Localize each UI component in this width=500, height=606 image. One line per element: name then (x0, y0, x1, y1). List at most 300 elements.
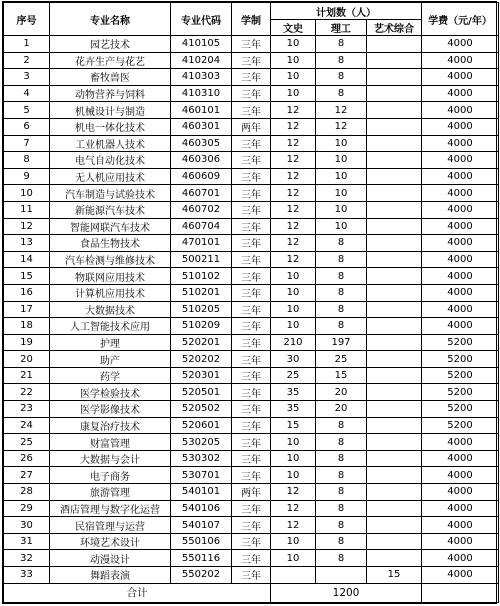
cell-ligong: 8 (316, 301, 367, 318)
cell-no: 8 (4, 152, 50, 169)
cell-name: 酒店管理与数字化运营 (50, 500, 171, 517)
table-row (4, 284, 499, 301)
cell-wenshi: 10 (271, 69, 316, 86)
cell-name: 舞蹈表演 (50, 567, 171, 584)
cell-no: 27 (4, 467, 50, 484)
cell-code: 460306 (171, 152, 232, 169)
cell-duration: 三年 (232, 401, 271, 418)
cell-fee: 4000 (422, 550, 499, 567)
table-row (4, 500, 499, 517)
cell-yishu (367, 185, 422, 202)
header-ligong: 理工 (316, 20, 367, 36)
cell-duration: 三年 (232, 152, 271, 169)
cell-duration: 三年 (232, 517, 271, 534)
table-row (4, 301, 499, 318)
cell-yishu (367, 118, 422, 135)
cell-fee: 5200 (422, 384, 499, 401)
cell-wenshi: 35 (271, 401, 316, 418)
cell-duration: 三年 (232, 550, 271, 567)
cell-name: 智能网联汽车技术 (50, 218, 171, 235)
cell-fee: 5200 (422, 351, 499, 368)
cell-duration: 三年 (232, 450, 271, 467)
table-row (4, 152, 499, 169)
cell-ligong: 8 (316, 484, 367, 501)
cell-no: 6 (4, 118, 50, 135)
total-label: 合计 (4, 583, 271, 602)
table-row (4, 417, 499, 434)
cell-name: 助产 (50, 351, 171, 368)
cell-fee: 4000 (422, 102, 499, 119)
cell-duration: 三年 (232, 301, 271, 318)
cell-code: 460101 (171, 102, 232, 119)
cell-code: 550202 (171, 567, 232, 584)
header-fee: 学费（元/年） (422, 3, 499, 36)
table-row (4, 85, 499, 102)
cell-ligong: 8 (316, 467, 367, 484)
cell-name: 医学检验技术 (50, 384, 171, 401)
cell-duration: 三年 (232, 251, 271, 268)
cell-code: 520201 (171, 334, 232, 351)
cell-name: 机械设计与制造 (50, 102, 171, 119)
cell-code: 460702 (171, 201, 232, 218)
cell-wenshi: 12 (271, 251, 316, 268)
cell-duration: 三年 (232, 102, 271, 119)
cell-code: 530302 (171, 450, 232, 467)
cell-no: 22 (4, 384, 50, 401)
cell-yishu (367, 351, 422, 368)
cell-ligong: 197 (316, 334, 367, 351)
cell-no: 12 (4, 218, 50, 235)
cell-fee: 4000 (422, 434, 499, 451)
cell-fee: 4000 (422, 251, 499, 268)
cell-name: 护理 (50, 334, 171, 351)
cell-ligong: 8 (316, 235, 367, 252)
cell-ligong: 8 (316, 69, 367, 86)
cell-code: 540106 (171, 500, 232, 517)
cell-name: 医学影像技术 (50, 401, 171, 418)
cell-fee: 4000 (422, 268, 499, 285)
cell-fee: 4000 (422, 85, 499, 102)
table-row (4, 567, 499, 584)
cell-wenshi: 10 (271, 284, 316, 301)
table-row (4, 218, 499, 235)
cell-ligong: 10 (316, 185, 367, 202)
cell-yishu (367, 401, 422, 418)
cell-duration: 三年 (232, 467, 271, 484)
cell-code: 520501 (171, 384, 232, 401)
cell-no: 9 (4, 168, 50, 185)
cell-no: 25 (4, 434, 50, 451)
cell-code: 550106 (171, 533, 232, 550)
cell-duration: 三年 (232, 318, 271, 335)
cell-duration: 三年 (232, 500, 271, 517)
cell-ligong: 8 (316, 251, 367, 268)
cell-code: 520301 (171, 367, 232, 384)
cell-fee: 4000 (422, 533, 499, 550)
cell-code: 510209 (171, 318, 232, 335)
cell-yishu (367, 135, 422, 152)
cell-yishu (367, 367, 422, 384)
cell-no: 7 (4, 135, 50, 152)
cell-code: 520601 (171, 417, 232, 434)
cell-duration: 三年 (232, 52, 271, 69)
cell-ligong: 8 (316, 284, 367, 301)
cell-name: 大数据技术 (50, 301, 171, 318)
cell-ligong: 10 (316, 201, 367, 218)
total-fee (422, 583, 499, 602)
table-row (4, 401, 499, 418)
cell-name: 动物营养与饲料 (50, 85, 171, 102)
cell-no: 30 (4, 517, 50, 534)
cell-duration: 三年 (232, 367, 271, 384)
cell-wenshi: 12 (271, 135, 316, 152)
cell-duration: 三年 (232, 434, 271, 451)
cell-yishu (367, 301, 422, 318)
cell-ligong: 8 (316, 52, 367, 69)
cell-fee: 4000 (422, 235, 499, 252)
enrollment-plan-document (2, 1, 497, 604)
cell-duration: 三年 (232, 36, 271, 53)
header-plan: 计划数（人） (271, 3, 422, 20)
cell-name: 民宿管理与运营 (50, 517, 171, 534)
table-row (4, 235, 499, 252)
table-row (4, 467, 499, 484)
cell-yishu (367, 85, 422, 102)
cell-code: 410303 (171, 69, 232, 86)
cell-no: 1 (4, 36, 50, 53)
cell-name: 电气自动化技术 (50, 152, 171, 169)
cell-code: 410204 (171, 52, 232, 69)
cell-name: 食品生物技术 (50, 235, 171, 252)
cell-yishu (367, 500, 422, 517)
cell-name: 汽车制造与试验技术 (50, 185, 171, 202)
cell-duration: 三年 (232, 351, 271, 368)
cell-wenshi: 10 (271, 268, 316, 285)
cell-name: 工业机器人技术 (50, 135, 171, 152)
total-row (4, 583, 499, 602)
cell-fee: 4000 (422, 118, 499, 135)
cell-fee: 4000 (422, 301, 499, 318)
cell-wenshi: 10 (271, 301, 316, 318)
table-body (4, 36, 499, 584)
cell-code: 530205 (171, 434, 232, 451)
header-wenshi: 文史 (271, 20, 316, 36)
cell-name: 计算机应用技术 (50, 284, 171, 301)
cell-code: 540101 (171, 484, 232, 501)
cell-fee: 4000 (422, 218, 499, 235)
cell-name: 畜牧兽医 (50, 69, 171, 86)
cell-code: 410310 (171, 85, 232, 102)
cell-name: 人工智能技术应用 (50, 318, 171, 335)
cell-ligong: 8 (316, 318, 367, 335)
cell-ligong: 8 (316, 268, 367, 285)
cell-no: 11 (4, 201, 50, 218)
cell-yishu (367, 550, 422, 567)
table-row (4, 102, 499, 119)
cell-duration: 三年 (232, 268, 271, 285)
cell-yishu (367, 484, 422, 501)
cell-no: 31 (4, 533, 50, 550)
cell-code: 510205 (171, 301, 232, 318)
cell-fee: 5200 (422, 401, 499, 418)
cell-no: 23 (4, 401, 50, 418)
cell-yishu (367, 434, 422, 451)
table-row (4, 135, 499, 152)
cell-yishu (367, 284, 422, 301)
cell-wenshi: 12 (271, 118, 316, 135)
cell-duration: 三年 (232, 284, 271, 301)
table-row (4, 367, 499, 384)
cell-ligong: 8 (316, 500, 367, 517)
cell-fee: 4000 (422, 284, 499, 301)
cell-name: 花卉生产与花艺 (50, 52, 171, 69)
total-value: 1200 (271, 583, 422, 602)
cell-yishu (367, 36, 422, 53)
cell-no: 15 (4, 268, 50, 285)
cell-wenshi: 15 (271, 417, 316, 434)
cell-code: 510102 (171, 268, 232, 285)
cell-code: 530701 (171, 467, 232, 484)
cell-duration: 三年 (232, 533, 271, 550)
cell-ligong: 10 (316, 168, 367, 185)
cell-yishu (367, 52, 422, 69)
cell-wenshi: 10 (271, 550, 316, 567)
cell-fee: 5200 (422, 417, 499, 434)
cell-wenshi: 25 (271, 367, 316, 384)
cell-duration: 两年 (232, 484, 271, 501)
cell-yishu (367, 251, 422, 268)
cell-yishu (367, 533, 422, 550)
cell-no: 14 (4, 251, 50, 268)
cell-name: 电子商务 (50, 467, 171, 484)
cell-no: 17 (4, 301, 50, 318)
cell-code: 460301 (171, 118, 232, 135)
table-row (4, 36, 499, 53)
cell-yishu (367, 235, 422, 252)
cell-no: 3 (4, 69, 50, 86)
cell-no: 28 (4, 484, 50, 501)
cell-ligong: 8 (316, 434, 367, 451)
table-row (4, 450, 499, 467)
cell-yishu (367, 69, 422, 86)
cell-ligong: 10 (316, 218, 367, 235)
cell-yishu (367, 467, 422, 484)
table-row (4, 351, 499, 368)
cell-ligong: 8 (316, 36, 367, 53)
cell-duration: 三年 (232, 168, 271, 185)
table-row (4, 201, 499, 218)
cell-code: 470101 (171, 235, 232, 252)
cell-no: 19 (4, 334, 50, 351)
cell-name: 园艺技术 (50, 36, 171, 53)
cell-ligong: 15 (316, 367, 367, 384)
cell-fee: 5200 (422, 334, 499, 351)
cell-wenshi: 12 (271, 201, 316, 218)
cell-no: 4 (4, 85, 50, 102)
cell-duration: 三年 (232, 384, 271, 401)
cell-fee: 4000 (422, 467, 499, 484)
enrollment-plan-table (3, 2, 499, 603)
cell-ligong: 20 (316, 401, 367, 418)
cell-yishu (367, 384, 422, 401)
cell-fee: 5200 (422, 367, 499, 384)
cell-fee: 4000 (422, 152, 499, 169)
cell-no: 24 (4, 417, 50, 434)
cell-ligong (316, 567, 367, 584)
cell-wenshi: 12 (271, 484, 316, 501)
cell-yishu (367, 152, 422, 169)
header-name: 专业名称 (50, 3, 171, 36)
cell-no: 26 (4, 450, 50, 467)
cell-yishu (367, 517, 422, 534)
cell-fee: 4000 (422, 52, 499, 69)
cell-fee: 4000 (422, 567, 499, 584)
cell-yishu (367, 168, 422, 185)
header-yishu: 艺术综合 (367, 20, 422, 36)
cell-yishu (367, 450, 422, 467)
cell-yishu: 15 (367, 567, 422, 584)
cell-wenshi: 10 (271, 467, 316, 484)
cell-code: 460305 (171, 135, 232, 152)
cell-ligong: 12 (316, 102, 367, 119)
header-code: 专业代码 (171, 3, 232, 36)
cell-name: 旅游管理 (50, 484, 171, 501)
cell-name: 动漫设计 (50, 550, 171, 567)
cell-fee: 4000 (422, 484, 499, 501)
table-row (4, 533, 499, 550)
cell-name: 环境艺术设计 (50, 533, 171, 550)
cell-wenshi: 12 (271, 218, 316, 235)
cell-no: 10 (4, 185, 50, 202)
cell-yishu (367, 268, 422, 285)
cell-yishu (367, 218, 422, 235)
cell-no: 20 (4, 351, 50, 368)
cell-ligong: 8 (316, 417, 367, 434)
table-row (4, 384, 499, 401)
cell-ligong: 12 (316, 118, 367, 135)
cell-code: 550116 (171, 550, 232, 567)
cell-code: 500211 (171, 251, 232, 268)
cell-wenshi: 12 (271, 517, 316, 534)
cell-no: 2 (4, 52, 50, 69)
cell-ligong: 20 (316, 384, 367, 401)
table-row (4, 484, 499, 501)
cell-wenshi: 12 (271, 185, 316, 202)
cell-name: 财富管理 (50, 434, 171, 451)
cell-duration: 三年 (232, 135, 271, 152)
cell-yishu (367, 201, 422, 218)
cell-fee: 4000 (422, 185, 499, 202)
cell-no: 5 (4, 102, 50, 119)
cell-fee: 4000 (422, 450, 499, 467)
table-row (4, 118, 499, 135)
cell-no: 16 (4, 284, 50, 301)
cell-no: 21 (4, 367, 50, 384)
cell-no: 33 (4, 567, 50, 584)
header-no: 序号 (4, 3, 50, 36)
cell-ligong: 8 (316, 550, 367, 567)
cell-name: 机电一体化技术 (50, 118, 171, 135)
cell-duration: 三年 (232, 567, 271, 584)
cell-code: 540107 (171, 517, 232, 534)
table-row (4, 52, 499, 69)
table-row (4, 550, 499, 567)
cell-wenshi: 12 (271, 152, 316, 169)
cell-code: 410105 (171, 36, 232, 53)
cell-ligong: 8 (316, 533, 367, 550)
cell-fee: 4000 (422, 168, 499, 185)
cell-wenshi (271, 567, 316, 584)
cell-wenshi: 10 (271, 36, 316, 53)
cell-ligong: 10 (316, 152, 367, 169)
table-row (4, 318, 499, 335)
cell-fee: 4000 (422, 500, 499, 517)
cell-wenshi: 10 (271, 318, 316, 335)
table-row (4, 168, 499, 185)
cell-ligong: 8 (316, 517, 367, 534)
cell-fee: 4000 (422, 135, 499, 152)
cell-fee: 4000 (422, 517, 499, 534)
cell-wenshi: 30 (271, 351, 316, 368)
cell-name: 无人机应用技术 (50, 168, 171, 185)
cell-wenshi: 10 (271, 450, 316, 467)
cell-duration: 三年 (232, 185, 271, 202)
table-header (4, 3, 499, 36)
cell-fee: 4000 (422, 318, 499, 335)
cell-duration: 两年 (232, 118, 271, 135)
cell-code: 460704 (171, 218, 232, 235)
cell-code: 520502 (171, 401, 232, 418)
cell-wenshi: 210 (271, 334, 316, 351)
cell-name: 药学 (50, 367, 171, 384)
cell-fee: 4000 (422, 69, 499, 86)
header-duration: 学制 (232, 3, 271, 36)
cell-wenshi: 10 (271, 52, 316, 69)
cell-ligong: 8 (316, 450, 367, 467)
cell-yishu (367, 318, 422, 335)
table-row (4, 268, 499, 285)
cell-duration: 三年 (232, 201, 271, 218)
cell-ligong: 10 (316, 135, 367, 152)
table-row (4, 517, 499, 534)
cell-code: 520202 (171, 351, 232, 368)
cell-name: 大数据与会计 (50, 450, 171, 467)
cell-wenshi: 10 (271, 85, 316, 102)
cell-wenshi: 12 (271, 168, 316, 185)
cell-code: 460701 (171, 185, 232, 202)
table-row (4, 434, 499, 451)
cell-duration: 三年 (232, 218, 271, 235)
cell-wenshi: 10 (271, 434, 316, 451)
cell-duration: 三年 (232, 85, 271, 102)
cell-name: 汽车检测与维修技术 (50, 251, 171, 268)
cell-no: 13 (4, 235, 50, 252)
table-row (4, 334, 499, 351)
cell-duration: 三年 (232, 69, 271, 86)
cell-wenshi: 35 (271, 384, 316, 401)
cell-fee: 4000 (422, 201, 499, 218)
cell-name: 康复治疗技术 (50, 417, 171, 434)
cell-wenshi: 10 (271, 533, 316, 550)
cell-wenshi: 12 (271, 500, 316, 517)
cell-name: 新能源汽车技术 (50, 201, 171, 218)
cell-ligong: 25 (316, 351, 367, 368)
cell-yishu (367, 102, 422, 119)
cell-wenshi: 12 (271, 235, 316, 252)
cell-yishu (367, 417, 422, 434)
cell-duration: 三年 (232, 417, 271, 434)
cell-no: 29 (4, 500, 50, 517)
